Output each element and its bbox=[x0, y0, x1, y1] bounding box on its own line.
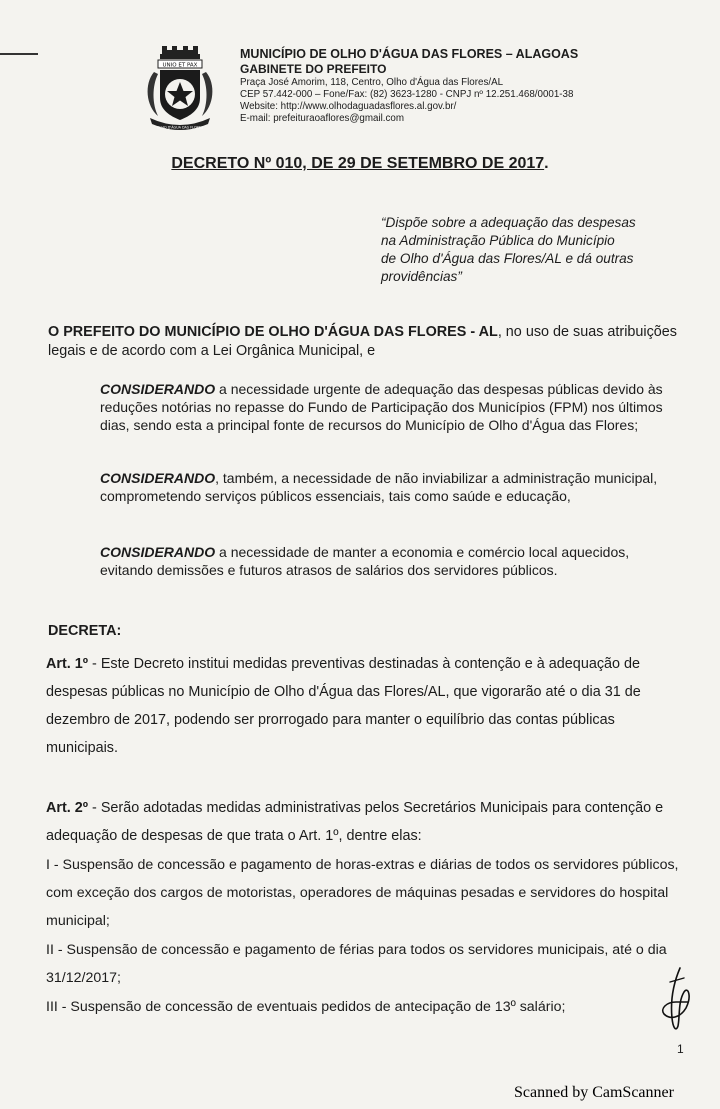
article-2-text: - Serão adotadas medidas administrativas pelos Secretários Municipais para contenção e adequação de despesas de que trata o Art. 1º, dentre elas: bbox=[46, 800, 664, 844]
preamble-authority: O PREFEITO DO MUNICÍPIO DE OLHO D'ÁGUA DAS FLORES - AL bbox=[48, 324, 498, 340]
decreta-heading: DECRETA: bbox=[48, 623, 122, 639]
page-number: 1 bbox=[677, 1042, 684, 1056]
article-2-label: Art. 2º bbox=[46, 800, 89, 816]
scanner-watermark: Scanned by CamScanner bbox=[514, 1084, 674, 1101]
decree-title-period: . bbox=[544, 155, 549, 172]
article-1-text: - Este Decreto institui medidas preventivas destinadas à contenção e à adequação de despesas públicas no Município de Olho d'Água das Flores/AL, que vigorarão até o dia 31 de dezembro de 2017, podendo ser prorrogado para manter o equilíbrio das contas públicas municipais. bbox=[46, 656, 641, 756]
considerando-text: a necessidade urgente de adequação das despesas públicas devido às reduções notórias no repasse do Fundo de Participação dos Municípios (FPM) nos últimos dias, sendo esta a principal fonte de recursos do Município de Olho d'Água das Flores; bbox=[100, 381, 663, 434]
considerando-keyword: CONSIDERANDO bbox=[100, 544, 216, 560]
article-2-item-ii: II - Suspensão de concessão e pagamento de férias para todos os servidores municipais, até o dia 31/12/2017; bbox=[46, 942, 667, 986]
decree-summary bbox=[381, 214, 681, 286]
preamble bbox=[48, 323, 682, 360]
article-1-label: Art. 1º bbox=[46, 656, 89, 672]
letterhead-municipality: MUNICÍPIO DE OLHO D'ÁGUA DAS FLORES – ALAGOAS bbox=[240, 47, 579, 61]
letterhead-address: Praça José Amorim, 118, Centro, Olho d'Água das Flores/AL bbox=[240, 77, 504, 89]
letterhead-contact: CEP 57.442-000 – Fone/Fax: (82) 3623-1280 - CNPJ nº 12.251.468/0001-38 bbox=[240, 89, 574, 101]
decree-title-text: DECRETO Nº 010, DE 29 DE SETEMBRO DE 2017 bbox=[171, 155, 545, 172]
considerando-keyword: CONSIDERANDO bbox=[100, 381, 216, 397]
decree-title bbox=[0, 155, 720, 173]
letterhead bbox=[240, 47, 680, 124]
considerando-text: , também, a necessidade de não inviabilizar a administração municipal, comprometendo serviços públicos essenciais, tais como saúde e educação, bbox=[100, 470, 658, 505]
article-2 bbox=[46, 794, 680, 850]
summary-line: providências” bbox=[381, 268, 462, 284]
summary-line: “Dispõe sobre a adequação das despesas bbox=[381, 215, 636, 230]
article-2-item-iii: III - Suspensão de concessão de eventuais pedidos de antecipação de 13º salário; bbox=[46, 999, 566, 1015]
letterhead-website: Website: http://www.olhodaguadasflores.al.gov.br/ bbox=[240, 100, 457, 112]
letterhead-email: E-mail: prefeituraoaflores@gmail.com bbox=[240, 112, 405, 124]
seal-motto: UNIO ET PAX bbox=[162, 62, 198, 69]
considerando-1 bbox=[100, 380, 682, 435]
article-2-item-i: I - Suspensão de concessão e pagamento de horas-extras e diárias de todos os servidores públicos, com exceção dos cargos de motoristas, operadores de máquinas pesadas e servidores do hospital municipal; bbox=[46, 857, 679, 929]
letterhead-office: GABINETE DO PREFEITO bbox=[240, 62, 387, 76]
signature-initials-icon bbox=[640, 962, 700, 1038]
considerando-text: a necessidade de manter a economia e comércio local aquecidos, evitando demissões e futuros atrasos de salários dos servidores públicos. bbox=[100, 544, 630, 579]
considerando-keyword: CONSIDERANDO bbox=[100, 470, 216, 486]
considerando-2 bbox=[100, 469, 682, 505]
margin-mark bbox=[0, 53, 38, 55]
municipal-seal-icon bbox=[140, 44, 220, 132]
summary-line: na Administração Pública do Município bbox=[381, 232, 615, 248]
considerando-3 bbox=[100, 543, 682, 579]
article-1 bbox=[46, 650, 680, 762]
summary-line: de Olho d'Água das Flores/AL e dá outras bbox=[381, 250, 634, 266]
seal-ribbon-text: OLHO D'ÁGUA DAS FLORES bbox=[156, 125, 204, 130]
preamble-text: , no uso de suas atribuições legais e de acordo com a Lei Orgânica Municipal, e bbox=[48, 324, 678, 359]
